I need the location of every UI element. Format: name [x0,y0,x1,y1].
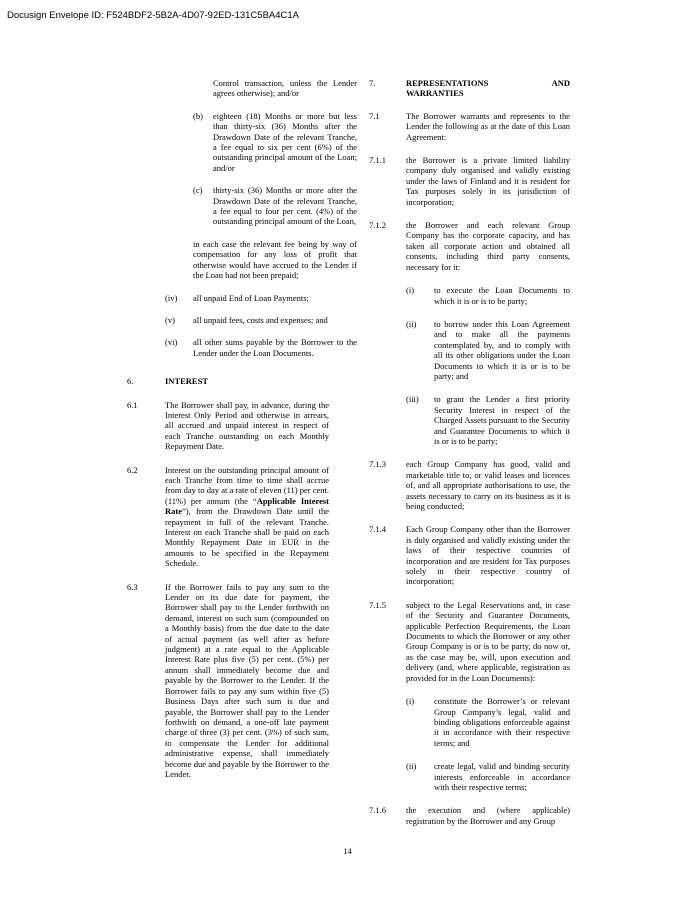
clause-number: 6.2 [127,464,138,475]
paragraph: all unpaid End of Loan Payments; [193,292,309,303]
clause-number: (iii) [406,394,419,405]
clause-6-3 [127,582,329,780]
section-title-line-2: WARRANTIES [406,88,464,99]
paragraph: subject to the Legal Reservations and, in case of the Security and Guarantee Documents, applicable Perfection Requirements, the Loan Documents to which the Borrower or any other Group Company is or is to be party, do now or, as the case may be, will, upon execution and delivery (and, where applicable, registration as provided for in the Loan Documents): [406,599,570,683]
clause-vi [127,337,357,358]
clause-7-1-4 [369,524,570,586]
paragraph: the Borrower and each relevant Group Company has the corporate capacity, and has taken all corporate action and obtained all consents, including third party consents, necessary for it: [406,220,570,272]
clause-number: (vi) [165,337,178,348]
section-title-line-1 [406,78,570,88]
section-title: INTEREST [165,376,208,387]
clause-number: 7.1.1 [369,155,386,166]
paragraph: each Group Company has good, valid and marketable title to, or valid leases and licences of, and all appropriate authorisations to use, the assets necessary to carry on its business as it is being conducted; [406,459,570,511]
clause-7-1-5 [369,600,570,683]
clause-c [127,185,357,227]
clause-7-1-2-ii [369,319,570,381]
clause-7-1-2 [369,220,570,272]
clause-7-1-6 [369,805,570,826]
paragraph: Each Group Company other than the Borrower is duly organised and validly existing under the laws of their respective countries of incorporation and are resident for Tax purposes solely in their respective country of incorporation; [406,524,570,587]
paragraph: to grant the Lender a first priority Security Interest in respect of the Charged Assets pursuant to the Security and Guarantee Documents to which it is or is to be party; [434,394,570,446]
clause-number: (iv) [165,292,178,303]
paragraph: to execute the Loan Documents to which it is or is to be party; [434,285,570,306]
paragraph: all unpaid fees, costs and expenses; and [193,314,328,325]
clause-number: 6.1 [127,399,138,410]
section-6-heading [127,376,359,386]
paragraph-text: Interest on the outstanding principal amount of each Tranche from time to time shall accrue from day to day at a rate of eleven (11) per cent. (11%) per annum (the “ [165,464,329,506]
section-title-word: REPRESENTATIONS [406,78,489,88]
paragraph: thirty-six (36) Months or more after the Drawdown Date of the relevant Tranche, a fee equal to four per cent. (4%) of the outstanding principal amount of the Loan, [213,185,357,227]
paragraph: the Borrower is a private limited liability company duly organised and validly existing under the laws of Finland and it is resident for Tax purposes solely in its jurisdiction of incorporation; [406,155,570,207]
clause-6-2 [127,465,329,569]
clause-6-1 [127,400,329,452]
clause-number: (i) [406,285,415,296]
section-7-heading [369,78,570,99]
clause-7-1-5-i [369,696,570,748]
clause-7-1-2-iii [369,394,570,446]
paragraph-text: ”), from the Drawdown Date until the repayment in full of the relevant Tranche. Interest on each Tranche shall be paid on each Monthly Repayment Date in EUR in the amounts to be specified in the Repayment Schedule. [165,506,329,569]
clause-number: 7.1.4 [369,524,386,535]
paragraph: all other sums payable by the Borrower to the Lender under the Loan Documents. [193,337,357,358]
clause-number: 7.1.5 [369,599,386,610]
clause-7-1-3 [369,459,570,511]
defined-term: Applicable Interest Rate [165,495,330,517]
clause-7-1 [369,111,570,142]
left-column [127,78,359,779]
paragraph: the execution and (where applicable) registration by the Borrower and any Group [406,805,570,826]
clause-7-1-5-ii [369,761,570,792]
paragraph [165,465,329,569]
paragraph: constitute the Borrower’s or relevant Group Company’s legal, valid and binding obligations enforceable against it in accordance with their respective terms; and [434,696,570,748]
clause-number: 7.1.2 [369,220,386,231]
clause-a-continuation [213,78,357,99]
clause-number: (ii) [406,761,417,772]
paragraph: The Borrower warrants and represents to the Lender the following as at the date of this Loan Agreement: [406,110,570,142]
section-number: 7. [369,78,376,88]
clause-7-1-2-i [369,285,570,306]
clause-number: 6.3 [127,581,138,592]
clause-7-1-1 [369,155,570,207]
page-number: 14 [343,846,352,856]
clause-number: (ii) [406,318,417,329]
clause-v [127,315,357,325]
clause-number: (i) [406,696,415,707]
paragraph: to borrow under this Loan Agreement and to make all the payments contemplated by, and to comply with all its other obligations under the Loan Documents to which it is or is to be party; and [434,318,570,381]
paragraph: Control transaction, unless the Lender agrees otherwise); and/or [213,78,357,99]
clause-number: 7.1 [369,110,380,121]
right-column [369,78,573,826]
clause-number: 7.1.6 [369,805,386,816]
envelope-id: Docusign Envelope ID: F524BDF2-5B2A-4D07-92ED-131C5BA4C1A [7,10,300,21]
section-title-word: AND [551,78,570,88]
clause-b [127,111,357,173]
clause-number: 7.1.3 [369,459,386,470]
clause-iv [127,293,357,303]
paragraph: in each case the relevant fee being by way of compensation for any loss of profit that otherwise would have accrued to the Lender if the Loan had not been prepaid; [193,238,357,281]
clause-number: (v) [165,314,175,325]
section-number: 6. [127,376,134,387]
clause-number: (c) [193,185,203,196]
paragraph: eighteen (18) Months or more but less than thirty-six (36) Months after the Drawdown Date of the relevant Tranche, a fee equal to six per cent (6%) of the outstanding principal amount of the Loan; and/or [213,110,357,173]
paragraph: The Borrower shall pay, in advance, during the Interest Only Period and otherwise in arrears, all accrued and unpaid interest in respect of each Tranche outstanding on each Monthly Repayment Date. [165,399,329,452]
clause-number: (b) [193,110,203,121]
paragraph: If the Borrower fails to pay any sum to the Lender on its due date for payment, the Borrower shall pay to the Lender forthwith on demand, interest on such sum (compounded on a Monthly basis) from the due date to the date of actual payment (as well after as before judgment) at a rate equal to the Applicable Interest Rate plus five (5) per cent. (5%) per annum shall immediately become due and payable by the Borrower to the Lender. If the Borrower fails to pay any sum within five (5) Business Days after such sum is due and payable, the Borrower shall pay to the Lender forthwith on demand, a one-off late payment charge of three (3) per cent. (3%) of such sum, to compensate the Lender for additional administrative expense, shall immediately become due and payable by the Borrower to the Lender. [165,581,329,779]
in-each-case-paragraph [193,239,357,281]
paragraph: create legal, valid and binding security interests enforceable in accordance with their respective terms; [434,761,570,792]
